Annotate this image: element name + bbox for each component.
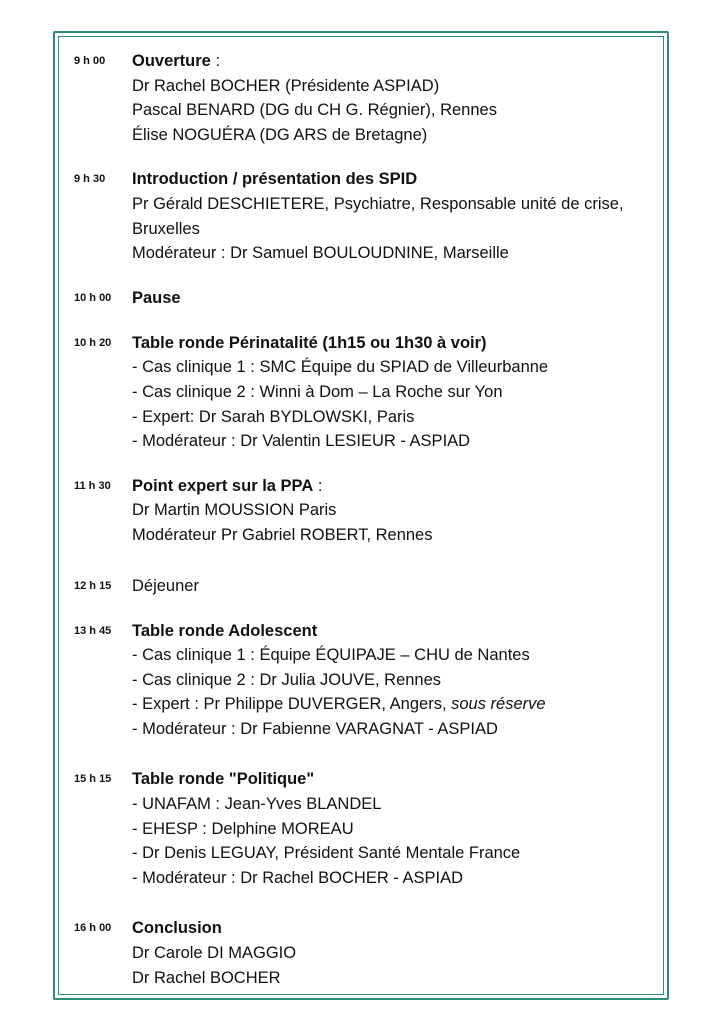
item-line: - Modérateur : Dr Valentin LESIEUR - ASPIAD — [132, 432, 471, 451]
item-body — [132, 167, 654, 265]
item-title: Conclusion — [132, 919, 222, 938]
program-item-perinatalite — [74, 331, 654, 454]
program-item-dejeuner — [74, 574, 654, 599]
item-line: - Expert : Pr Philippe DUVERGER, Angers, sous réserve — [132, 695, 546, 714]
item-line: Dr Martin MOUSSION Paris — [132, 501, 337, 520]
item-time: 9 h 30 — [74, 173, 106, 186]
item-line: Élise NOGUÉRA (DG ARS de Bretagne) — [132, 125, 428, 144]
item-time: 10 h 20 — [74, 336, 112, 349]
item-title: Déjeuner — [132, 576, 199, 595]
item-body — [132, 331, 654, 454]
item-time: 9 h 00 — [74, 55, 106, 67]
item-body — [132, 574, 654, 599]
item-time: 11 h 30 — [74, 479, 111, 492]
item-line: Modérateur Pr Gabriel ROBERT, Rennes — [132, 525, 433, 544]
item-line: - Cas clinique 1 : Équipe ÉQUIPAJE – CHU de Nantes — [132, 646, 530, 665]
item-line: Pr Gérald DESCHIETERE, Psychiatre, Responsable unité de crise, — [132, 194, 624, 213]
item-line: - Cas clinique 1 : SMC Équipe du SPIAD de Villeurbanne — [132, 358, 549, 377]
item-title: Table ronde "Politique" — [132, 770, 315, 789]
item-line: - Cas clinique 2 : Winni à Dom – La Roche sur Yon — [132, 382, 503, 401]
item-time: 12 h 15 — [74, 579, 112, 592]
item-body — [132, 916, 654, 990]
item-line: Dr Carole DI MAGGIO — [132, 944, 297, 963]
program-item-ouverture — [74, 49, 654, 147]
item-body — [132, 286, 654, 311]
item-line: - Dr Denis LEGUAY, Président Santé Mentale France — [132, 844, 521, 863]
item-line: Dr Rachel BOCHER — [132, 968, 281, 987]
item-title: Ouverture : — [132, 52, 221, 70]
program-item-adolescent — [74, 619, 654, 742]
item-time: 10 h 00 — [74, 291, 112, 304]
item-line: - Cas clinique 2 : Dr Julia JOUVE, Rennes — [132, 670, 442, 689]
program-item-point-expert — [74, 474, 654, 548]
item-title: Pause — [132, 288, 181, 307]
program-item-introduction — [74, 167, 654, 265]
item-line: - UNAFAM : Jean-Yves BLANDEL — [132, 795, 382, 814]
program-item-politique — [74, 767, 654, 890]
item-line: - Modérateur : Dr Rachel BOCHER - ASPIAD — [132, 868, 464, 887]
program-item-pause — [74, 286, 654, 311]
item-body — [132, 619, 654, 742]
item-body — [132, 767, 654, 890]
program-item-conclusion — [74, 916, 654, 990]
item-title: Introduction / présentation des SPID — [132, 170, 418, 189]
item-line: - Modérateur : Dr Fabienne VARAGNAT - ASPIAD — [132, 719, 498, 738]
item-time: 16 h 00 — [74, 922, 112, 935]
item-title: Table ronde Adolescent — [132, 621, 318, 640]
item-note: sous réserve — [451, 695, 546, 714]
item-line: Bruxelles — [132, 219, 200, 238]
program-list — [74, 49, 654, 990]
item-time: 13 h 45 — [74, 624, 112, 637]
item-line: Dr Rachel BOCHER (Présidente ASPIAD) — [132, 76, 440, 95]
item-time: 15 h 15 — [74, 773, 112, 786]
item-title: Table ronde Périnatalité (1h15 ou 1h30 à voir) — [132, 333, 487, 352]
item-line: Modérateur : Dr Samuel BOULOUDNINE, Marseille — [132, 244, 509, 263]
item-line: - EHESP : Delphine MOREAU — [132, 819, 354, 838]
item-line: - Expert: Dr Sarah BYDLOWSKI, Paris — [132, 407, 415, 426]
item-body — [132, 49, 654, 147]
item-body — [132, 474, 654, 548]
item-title: Point expert sur la PPA : — [132, 476, 323, 495]
item-line: Pascal BENARD (DG du CH G. Régnier), Rennes — [132, 101, 497, 120]
